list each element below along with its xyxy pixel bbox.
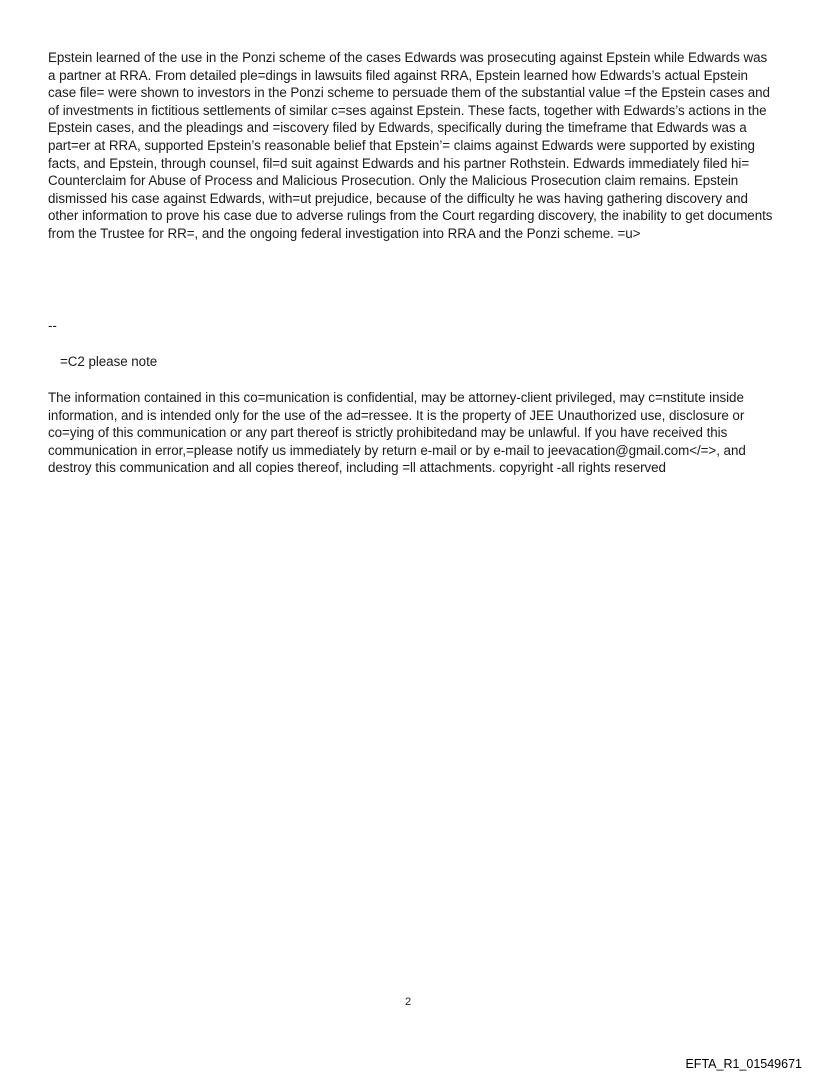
bates-number: EFTA_R1_01549671 xyxy=(685,1057,802,1071)
confidentiality-notice: The information contained in this co=munication is confidential, may be attorney-client privileged, may c=nstitute inside information, and is intended only for the use of the ad=ressee. It is the property of JEE Unauthorized use, disclosure or co=ying of this communication or any part thereof is strictly prohibitedand may be unlawful. If you have received this communication in error,=please notify us immediately by return e-mail or by e-mail to jeevacation@gmail.com</=>, and destroy this communication and all copies thereof, including =ll attachments. copyright -all rights reserved xyxy=(48,390,746,476)
page-number: 2 xyxy=(404,996,412,1008)
main-paragraph: Epstein learned of the use in the Ponzi scheme of the cases Edwards was prosecuting against Epstein while Edwards was a partner at RRA. From detailed ple=dings in lawsuits filed against RRA, Epstein learned how Edwards’s actual Epstein case file= were shown to investors in the Ponzi scheme to persuade them of the substantial value =f the Epstein cases and of investments in fictitious settlements of similar c=ses against Epstein. These facts, together with Edwards’s actions in the Epstein cases, and the pleadings and =iscovery filed by Edwards, specifically during the timeframe that Edwards was a part=er at RRA, supported Epstein’s reasonable belief that Epstein’= claims against Edwards were supported by existing facts, and Epstein, through counsel, fil=d suit against Edwards and his partner Rothstein. Edwards immediately filed hi= Counterclaim for Abuse of Process and Malicious Prosecution. Only the Malicious Prosecution claim remains. Epstein dismissed his case against Edwards, with=ut prejudice, because of the difficulty he was having gathering discovery and other information to prove his case due to adverse rulings from the Court regarding discovery, the inability to get documents from the Trustee for RR=, and the ongoing federal investigation into RRA and the Ponzi scheme. =u> xyxy=(48,50,773,241)
signature-separator: -- xyxy=(48,318,57,333)
note-heading: =C2 please note xyxy=(60,354,158,369)
